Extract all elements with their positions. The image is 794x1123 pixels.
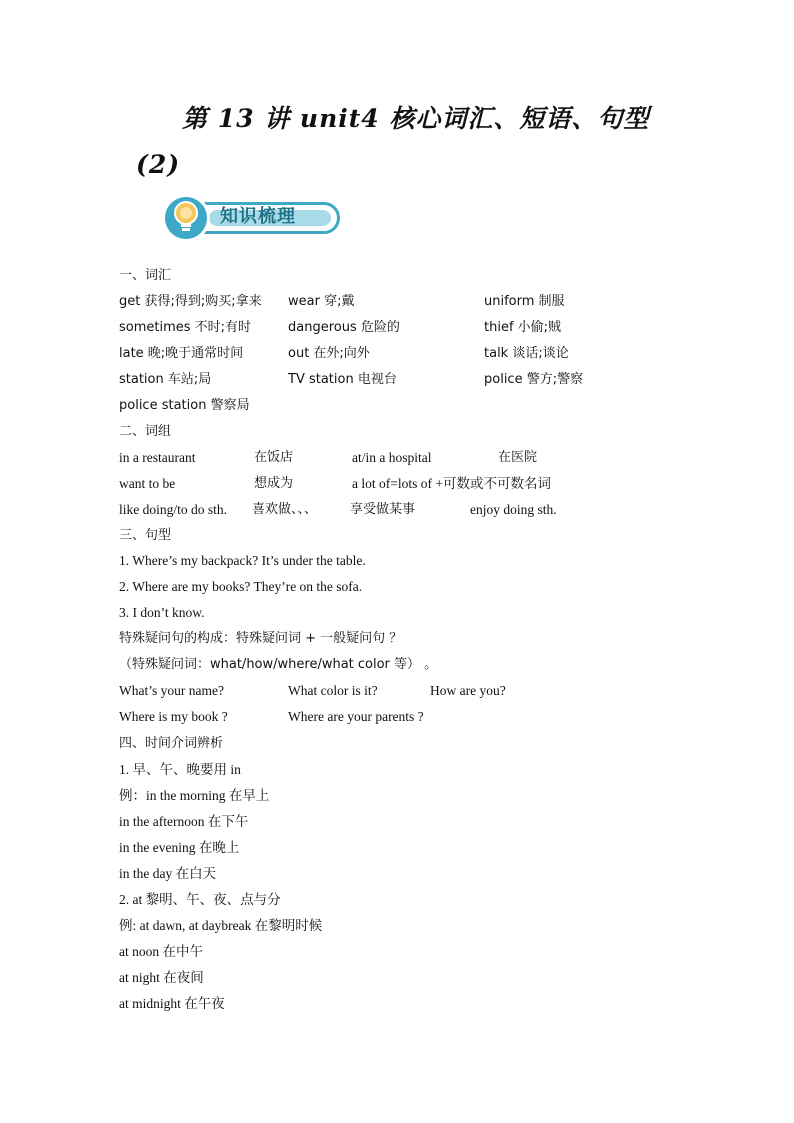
wh-example: Where is my book ? xyxy=(119,709,228,724)
vocab-item: sometimes 不时;有时 xyxy=(119,320,252,335)
vocab-item: thief 小偷;贼 xyxy=(484,320,562,335)
badge-label: 知识梳理 xyxy=(220,206,296,227)
vocab-item: wear 穿;戴 xyxy=(288,294,355,309)
wh-example: What color is it? xyxy=(288,683,378,698)
preposition-line: 例：in the morning 在早上 xyxy=(119,788,270,803)
vocab-item: police 警方;警察 xyxy=(484,372,584,387)
phrase-item: in a restaurant xyxy=(119,450,196,465)
phrase-meaning: 享受做某事 xyxy=(350,502,416,517)
title-line-2: (2) xyxy=(136,150,181,179)
page-title xyxy=(136,96,696,188)
wh-example: Where are your parents ? xyxy=(288,709,424,724)
vocab-item: TV station 电视台 xyxy=(288,372,397,387)
vocab-item: uniform 制服 xyxy=(484,294,565,309)
vocab-item: talk 谈话;谈论 xyxy=(484,346,569,361)
vocab-item: dangerous 危险的 xyxy=(288,320,400,335)
vocab-item: get 获得;得到;购买;拿来 xyxy=(119,294,262,309)
pattern-heading: 三、句型 xyxy=(119,528,172,543)
preposition-line: in the day 在白天 xyxy=(119,866,217,881)
wh-example: What’s your name? xyxy=(119,683,224,698)
wh-question-rule: 特殊疑问句的构成：特殊疑问词 + 一般疑问句 ？ xyxy=(119,631,403,646)
preposition-line: 1. 早、午、晚要用 in xyxy=(119,762,241,777)
phrase-meaning: 在医院 xyxy=(498,450,538,465)
vocab-item: late 晚;晚于通常时间 xyxy=(119,346,244,361)
phrase-meaning: 想成为 xyxy=(254,476,294,491)
pattern-sentence: 1. Where’s my backpack? It’s under the table. xyxy=(119,553,366,568)
title-line-1: 第 13 讲 unit4 核心词汇、短语、句型 xyxy=(182,104,650,133)
preposition-heading: 四、时间介词辨析 xyxy=(119,736,224,751)
pattern-sentence: 2. Where are my books? They’re on the sofa. xyxy=(119,579,363,594)
phrase-item: at/in a hospital xyxy=(352,450,432,465)
vocab-item: station 车站;局 xyxy=(119,372,212,387)
preposition-line: at noon 在中午 xyxy=(119,944,203,959)
lightbulb-icon xyxy=(170,200,202,234)
vocab-heading: 一、词汇 xyxy=(119,268,172,283)
preposition-line: 例: at dawn, at daybreak 在黎明时候 xyxy=(119,918,323,933)
preposition-line: at midnight 在午夜 xyxy=(119,996,225,1011)
phrase-item: like doing/to do sth. xyxy=(119,502,227,517)
preposition-line: 2. at 黎明、午、夜、点与分 xyxy=(119,892,281,907)
phrase-item: want to be xyxy=(119,476,176,491)
preposition-line: in the afternoon 在下午 xyxy=(119,814,249,829)
phrase-heading: 二、词组 xyxy=(119,424,172,439)
preposition-line: at night 在夜间 xyxy=(119,970,204,985)
vocab-item: out 在外;向外 xyxy=(288,346,370,361)
phrase-item: enjoy doing sth. xyxy=(470,502,557,517)
phrase-item: a lot of=lots of +可数或不可数名词 xyxy=(352,476,551,491)
phrase-meaning: 在饭店 xyxy=(254,450,294,465)
vocab-item: police station 警察局 xyxy=(119,398,250,413)
phrase-meaning: 喜欢做、、、 xyxy=(252,502,318,517)
section-badge xyxy=(148,194,344,246)
preposition-line: in the evening 在晚上 xyxy=(119,840,240,855)
wh-example: How are you? xyxy=(430,683,506,698)
wh-question-words: （特殊疑问词：what/how/where/what color 等） 。 xyxy=(119,657,438,672)
pattern-sentence: 3. I don’t know. xyxy=(119,605,205,620)
